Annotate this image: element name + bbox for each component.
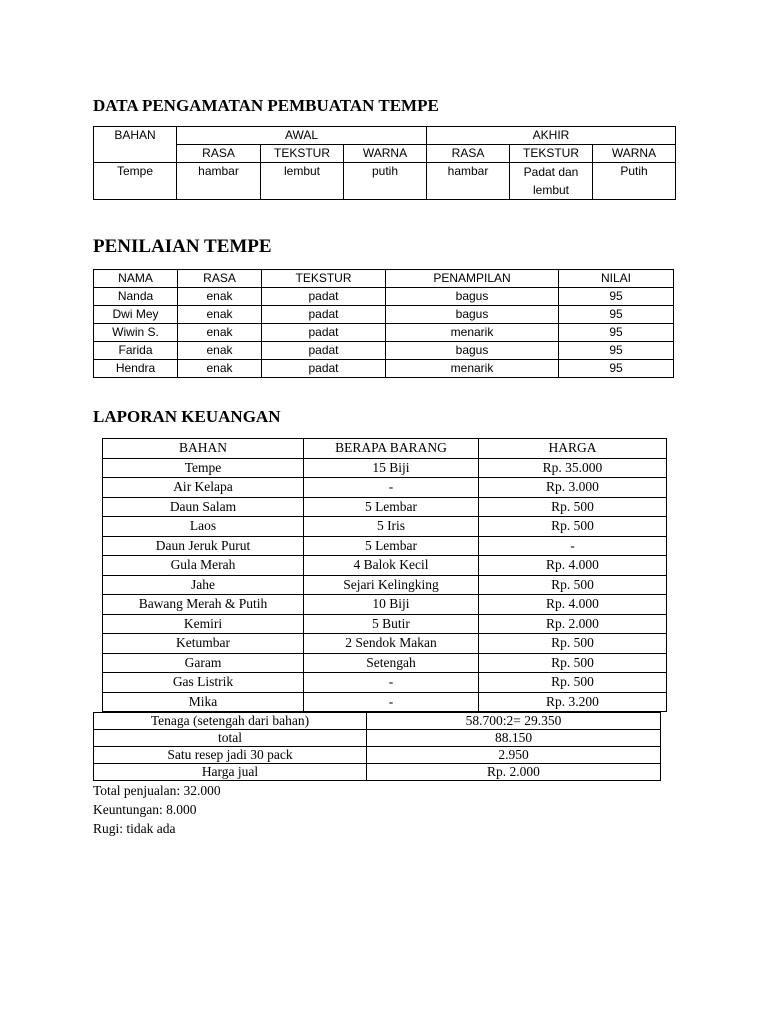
table-row	[103, 634, 667, 654]
table-row	[103, 478, 667, 498]
profit-text: Keuntungan: 8.000	[93, 802, 197, 817]
table-cell: Air Kelapa	[103, 478, 304, 498]
table-cell: Wiwin S.	[94, 324, 178, 342]
section-title-finance: LAPORAN KEUANGAN	[93, 407, 281, 426]
table-row	[103, 458, 667, 478]
table-cell: hambar	[427, 163, 510, 200]
table-cell: padat	[262, 342, 386, 360]
table-header-row	[103, 439, 667, 459]
table-cell: lembut	[261, 163, 344, 200]
table-row	[94, 127, 676, 145]
table-cell: 95	[559, 306, 674, 324]
table-cell: putih	[344, 163, 427, 200]
header-cell: NAMA	[94, 270, 178, 288]
table-cell: menarik	[386, 324, 559, 342]
header-cell: RASA	[178, 270, 262, 288]
section-title-assessment: PENILAIAN TEMPE	[93, 236, 272, 257]
header-cell: NILAI	[559, 270, 674, 288]
header-cell: PENAMPILAN	[386, 270, 559, 288]
table-cell: bagus	[386, 342, 559, 360]
table-cell: Daun Jeruk Purut	[103, 536, 304, 556]
table-row	[94, 306, 674, 324]
table-cell: Nanda	[94, 288, 178, 306]
table-cell: Rp. 3.000	[479, 478, 667, 498]
header-cell: BAHAN	[103, 439, 304, 459]
table-cell: Satu resep jadi 30 pack	[94, 747, 367, 764]
table-cell: Garam	[103, 653, 304, 673]
table-cell: Gula Merah	[103, 556, 304, 576]
header-cell: RASA	[177, 145, 261, 163]
header-cell: TEKSTUR	[510, 145, 593, 163]
totals-table	[93, 712, 661, 781]
table-cell: padat	[262, 306, 386, 324]
table-row	[94, 764, 661, 781]
table-cell: Dwi Mey	[94, 306, 178, 324]
table-cell: menarik	[386, 360, 559, 378]
table-row	[94, 163, 676, 200]
header-cell: BERAPA BARANG	[304, 439, 479, 459]
table-cell: -	[304, 692, 479, 712]
table-row	[94, 324, 674, 342]
table-cell: padat	[262, 288, 386, 306]
header-cell: AWAL	[177, 127, 427, 145]
table-cell: enak	[178, 342, 262, 360]
table-cell: Rp. 500	[479, 653, 667, 673]
table-cell: 5 Lembar	[304, 536, 479, 556]
table-cell: enak	[178, 360, 262, 378]
table-cell: Rp. 2.000	[367, 764, 661, 781]
table-row	[94, 730, 661, 747]
table-cell: -	[304, 478, 479, 498]
table-cell: 95	[559, 288, 674, 306]
table-cell: Setengah	[304, 653, 479, 673]
table-cell: 2 Sendok Makan	[304, 634, 479, 654]
table-cell: Sejari Kelingking	[304, 575, 479, 595]
table-cell: 95	[559, 360, 674, 378]
assessment-table	[93, 269, 674, 378]
table-cell: Rp. 500	[479, 497, 667, 517]
table-cell: hambar	[177, 163, 261, 200]
table-cell: Mika	[103, 692, 304, 712]
table-cell: Tempe	[94, 163, 177, 200]
table-cell: enak	[178, 288, 262, 306]
table-cell: Kemiri	[103, 614, 304, 634]
table-cell: bagus	[386, 288, 559, 306]
observation-table	[93, 126, 676, 200]
table-cell: padat	[262, 324, 386, 342]
table-cell: 88.150	[367, 730, 661, 747]
table-row	[103, 595, 667, 615]
table-cell: Tenaga (setengah dari bahan)	[94, 713, 367, 730]
table-row	[103, 536, 667, 556]
table-row	[94, 360, 674, 378]
table-row	[103, 575, 667, 595]
table-cell: 95	[559, 324, 674, 342]
table-cell: enak	[178, 306, 262, 324]
table-cell: -	[479, 536, 667, 556]
table-cell: 95	[559, 342, 674, 360]
table-cell: bagus	[386, 306, 559, 324]
table-cell: enak	[178, 324, 262, 342]
table-cell: Hendra	[94, 360, 178, 378]
table-cell: Rp. 4.000	[479, 556, 667, 576]
table-row	[94, 713, 661, 730]
table-cell: Farida	[94, 342, 178, 360]
table-cell: Padat dan lembut	[510, 163, 593, 200]
table-cell: Rp. 4.000	[479, 595, 667, 615]
table-row	[103, 614, 667, 634]
table-cell: Daun Salam	[103, 497, 304, 517]
table-cell: Tempe	[103, 458, 304, 478]
table-cell: 5 Lembar	[304, 497, 479, 517]
table-header-row	[94, 270, 674, 288]
header-cell: HARGA	[479, 439, 667, 459]
table-cell: Rp. 500	[479, 673, 667, 693]
table-cell: Bawang Merah & Putih	[103, 595, 304, 615]
table-row	[94, 747, 661, 764]
header-cell: WARNA	[344, 145, 427, 163]
table-cell: Rp. 500	[479, 517, 667, 537]
table-cell: Rp. 35.000	[479, 458, 667, 478]
table-cell: Gas Listrik	[103, 673, 304, 693]
header-cell: WARNA	[593, 145, 676, 163]
header-cell: RASA	[427, 145, 510, 163]
finance-table	[102, 438, 667, 712]
table-cell: Rp. 500	[479, 575, 667, 595]
header-cell: AKHIR	[427, 127, 676, 145]
table-cell: 10 Biji	[304, 595, 479, 615]
table-cell: -	[304, 673, 479, 693]
table-cell: 58.700:2= 29.350	[367, 713, 661, 730]
loss-text: Rugi: tidak ada	[93, 821, 176, 836]
table-cell: padat	[262, 360, 386, 378]
table-cell: 5 Iris	[304, 517, 479, 537]
table-cell: Laos	[103, 517, 304, 537]
table-row	[103, 497, 667, 517]
table-row	[103, 517, 667, 537]
table-row	[103, 556, 667, 576]
table-cell: Jahe	[103, 575, 304, 595]
header-cell: BAHAN	[94, 127, 177, 163]
table-cell: 15 Biji	[304, 458, 479, 478]
table-row	[103, 692, 667, 712]
table-row	[94, 288, 674, 306]
table-cell: Putih	[593, 163, 676, 200]
table-cell: total	[94, 730, 367, 747]
table-row	[94, 145, 676, 163]
section-title-observation: DATA PENGAMATAN PEMBUATAN TEMPE	[93, 96, 439, 115]
table-cell: Ketumbar	[103, 634, 304, 654]
table-cell: Rp. 2.000	[479, 614, 667, 634]
table-cell: Rp. 500	[479, 634, 667, 654]
table-row	[94, 342, 674, 360]
table-cell: 5 Butir	[304, 614, 479, 634]
table-row	[103, 673, 667, 693]
total-sales-text: Total penjualan: 32.000	[93, 783, 221, 798]
table-cell: Rp. 3.200	[479, 692, 667, 712]
table-cell: 2.950	[367, 747, 661, 764]
header-cell: TEKSTUR	[261, 145, 344, 163]
table-row	[103, 653, 667, 673]
table-cell: Harga jual	[94, 764, 367, 781]
table-cell: 4 Balok Kecil	[304, 556, 479, 576]
header-cell: TEKSTUR	[262, 270, 386, 288]
